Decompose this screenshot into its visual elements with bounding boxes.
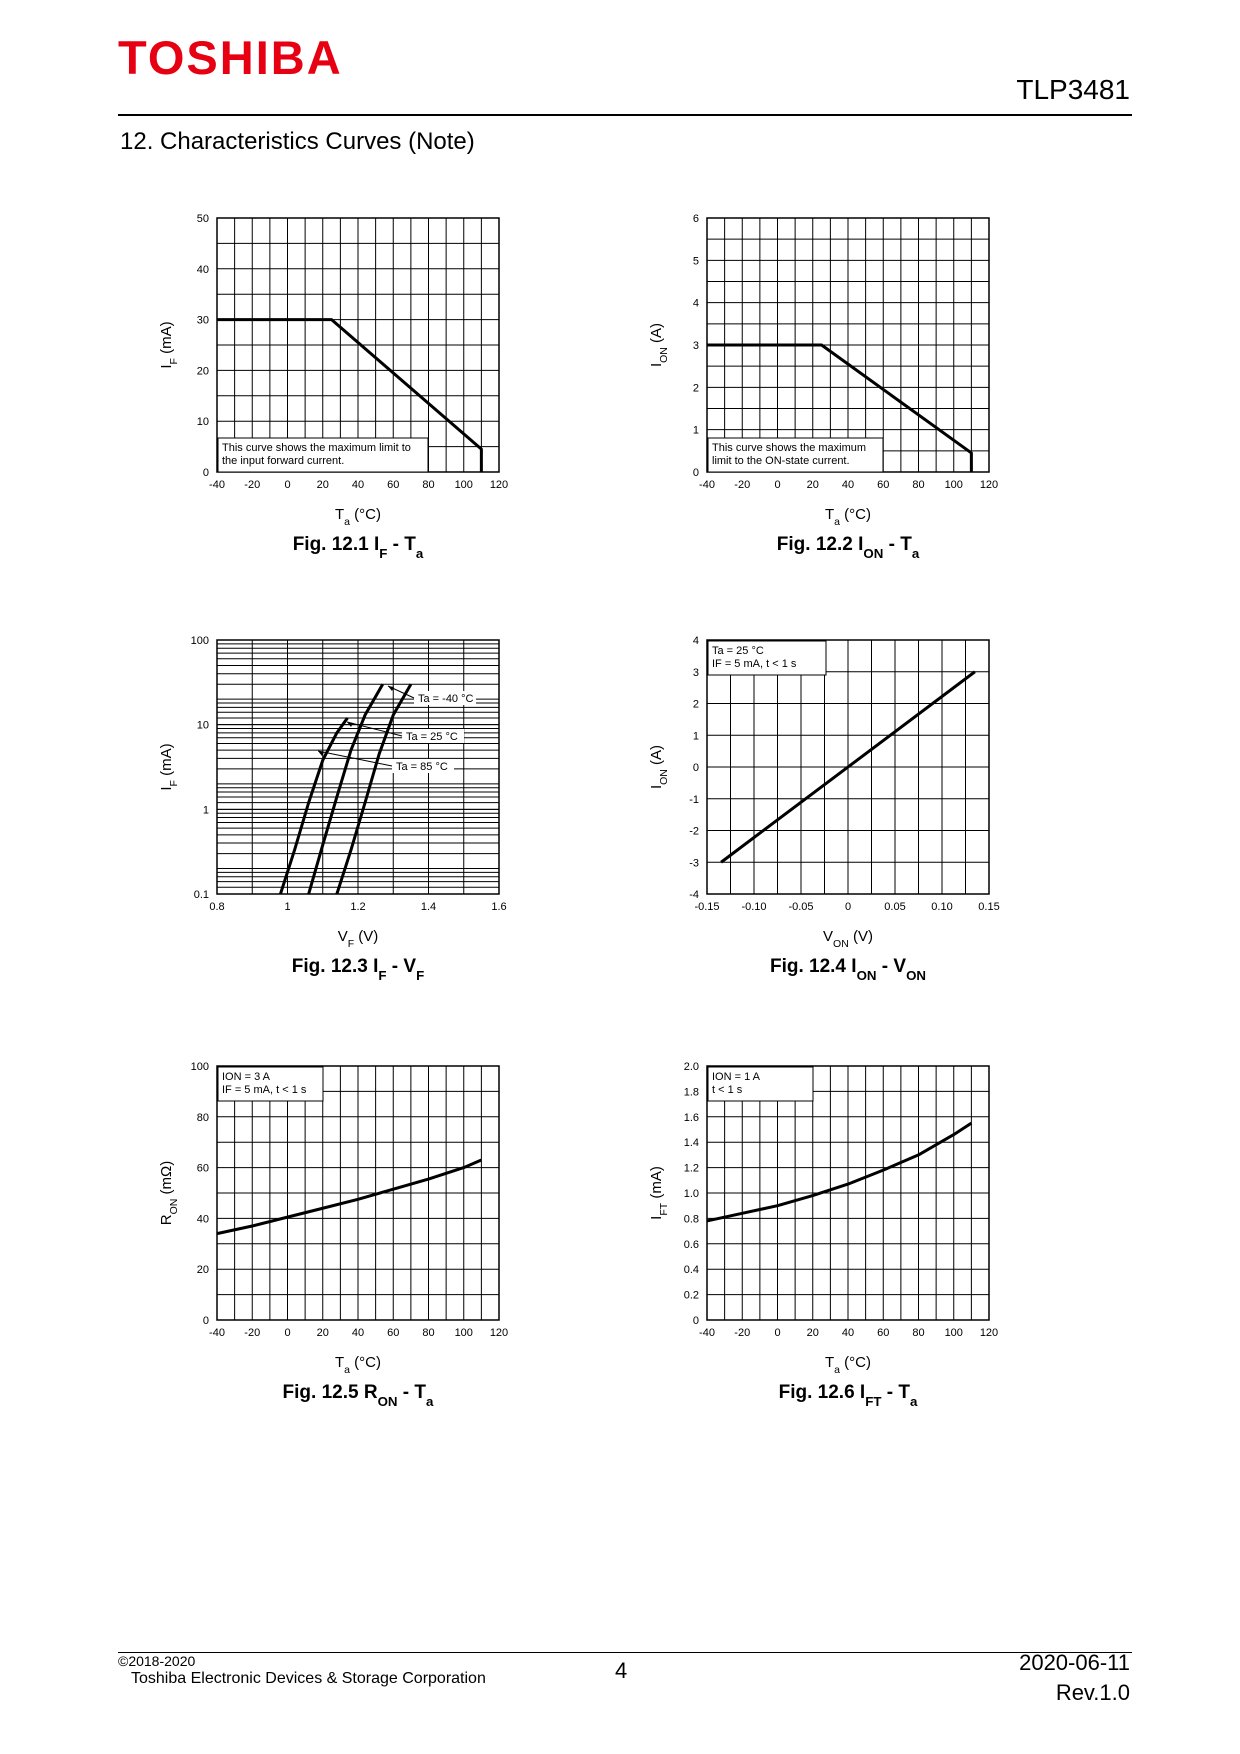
y-tick-label: 0.1 [193,889,209,901]
x-tick-label: -20 [734,479,751,491]
x-tick-label: 80 [912,1327,925,1339]
y-tick-label: 2 [692,698,699,711]
series-label: Ta = -40 °C [418,693,474,705]
annotation-text: IF = 5 mA, t < 1 s [712,658,797,670]
x-tick-label: 1.2 [350,901,366,913]
series-line [337,684,411,894]
x-tick-label: 100 [454,479,473,491]
x-tick-label: 40 [351,1327,365,1339]
x-tick-label: 1.4 [420,901,437,913]
chart-grid [217,640,499,894]
x-tick-label: 40 [841,1327,855,1339]
x-tick-label: 0.15 [978,901,1000,913]
y-tick-label: 20 [196,1264,209,1277]
y-tick-label: 0 [202,1315,209,1327]
x-tick-label: -40 [699,1327,715,1339]
y-tick-label: 1 [692,424,699,437]
x-tick-label: 1 [284,901,291,913]
chart-grid [707,1066,989,1320]
x-tick-label: 0.8 [209,901,225,913]
annotation-text: ION = 3 A [222,1071,270,1083]
x-axis-label: $V_F$ (V) [337,928,379,950]
header-divider [118,114,1132,116]
x-tick-label: 100 [454,1327,473,1339]
x-tick-label: 60 [877,1327,890,1339]
x-tick-label: 0.05 [884,901,906,913]
y-tick-label: 2.0 [683,1061,699,1073]
y-axis-label: $I_{FT}$ (mA) [648,1166,670,1220]
y-tick-label: 4 [692,297,699,310]
y-axis-label: $I_{ON}$ (A) [648,744,670,790]
y-tick-label: -2 [689,825,699,838]
x-tick-label: 120 [489,479,509,491]
chart-fig12-6-svg [640,1048,1070,1448]
x-tick-label: 0 [844,901,852,913]
y-tick-label: 100 [190,635,209,647]
y-tick-label: 20 [196,365,209,378]
x-tick-label: 0 [774,1327,781,1339]
annotation-text: Ta = 25 °C [712,645,764,657]
x-axis-label: $T_a$ (°C) [824,506,872,528]
x-tick-label: -40 [209,479,225,491]
annotation-text: IF = 5 mA, t < 1 s [222,1084,307,1096]
section-title: 12. Characteristics Curves (Note) [120,128,475,155]
series-line [707,1123,971,1221]
chart-fig12-4 [640,622,1070,1022]
x-axis-label: $V_{ON}$ (V) [823,928,873,950]
y-tick-label: 1 [202,804,209,817]
chart-fig12-4-svg [640,622,1070,1022]
annotation-text: t < 1 s [712,1084,743,1096]
annotation-text: the input forward current. [222,455,345,467]
y-tick-label: 40 [196,1213,209,1226]
y-tick-label: 1.0 [683,1188,699,1200]
y-tick-label: 0 [202,467,209,479]
series-line [280,718,347,894]
y-tick-label: 5 [692,255,699,268]
x-tick-label: 0 [284,1327,291,1339]
chart-fig12-1 [150,200,580,600]
y-axis-label: $I_F$ (mA) [158,321,180,369]
x-tick-label: 80 [422,1327,435,1339]
y-tick-label: -4 [689,889,699,901]
x-tick-label: 0.10 [931,901,953,913]
figure-caption: Fig. 12.3 $I_F - V_F$ [291,956,425,983]
chart-fig12-5 [150,1048,580,1448]
x-tick-label: 0 [774,479,781,491]
chart-fig12-2-svg [640,200,1070,600]
y-tick-label: 1 [692,730,699,743]
y-tick-label: 80 [196,1111,209,1124]
document-date: 2020-06-11 [1019,1650,1130,1675]
x-tick-label: 40 [351,479,365,491]
copyright: ©2018-2020 [118,1653,196,1669]
x-tick-label: 20 [316,1327,329,1339]
x-tick-label: 20 [806,479,819,491]
y-tick-label: 1.8 [683,1086,699,1099]
y-tick-label: 6 [692,213,699,225]
toshiba-logo: TOSHIBA [118,31,343,84]
y-tick-label: 1.2 [683,1162,699,1175]
x-axis-label: $T_a$ (°C) [334,1354,382,1376]
x-tick-label: 40 [841,479,855,491]
y-tick-label: 0 [692,1315,699,1327]
y-tick-label: 2 [692,382,699,395]
y-tick-label: 0.6 [683,1238,699,1251]
series-line [217,1160,481,1234]
y-tick-label: 40 [196,263,209,276]
y-tick-label: 10 [196,416,209,429]
y-tick-label: 0.8 [683,1213,699,1226]
figure-caption: Fig. 12.1 $I_F - T_a$ [292,534,424,561]
series-label: Ta = 25 °C [406,731,458,743]
chart-fig12-3 [150,622,580,1022]
figure-caption: Fig. 12.6 $I_{FT} - T_a$ [778,1382,918,1409]
chart-fig12-3-svg [150,622,580,1022]
x-tick-label: -0.15 [694,901,720,913]
y-axis-label: $I_F$ (mA) [158,743,180,791]
figure-caption: Fig. 12.2 $I_{ON} - T_a$ [776,534,920,561]
y-tick-label: 30 [196,314,209,327]
x-tick-label: 60 [877,479,890,491]
x-tick-label: 0 [284,479,291,491]
y-tick-label: 10 [196,719,209,732]
x-tick-label: 20 [806,1327,819,1339]
chart-fig12-1-svg [150,200,580,600]
chart-fig12-6 [640,1048,1070,1448]
x-tick-label: 100 [944,479,963,491]
x-tick-label: 1.6 [491,901,507,913]
chart-fig12-2 [640,200,1070,600]
x-tick-label: 80 [422,479,435,491]
x-tick-label: -40 [209,1327,225,1339]
y-tick-label: -1 [689,793,699,806]
x-tick-label: -20 [244,1327,261,1339]
y-tick-label: 0.4 [683,1264,699,1277]
annotation-text: This curve shows the maximum limit to [222,442,411,454]
company-name: Toshiba Electronic Devices & Storage Corporation [131,1670,486,1687]
chart-grid [217,1066,499,1320]
y-tick-label: 0 [692,762,699,774]
y-tick-label: -3 [689,857,699,870]
x-tick-label: 20 [316,479,329,491]
y-tick-label: 1.6 [683,1111,699,1124]
part-number: TLP3481 [1016,74,1130,105]
chart-fig12-5-svg [150,1048,580,1448]
x-tick-label: 120 [979,1327,999,1339]
y-tick-label: 0 [692,467,699,479]
x-axis-label: $T_a$ (°C) [334,506,382,528]
y-tick-label: 60 [196,1162,209,1175]
figure-caption: Fig. 12.4 $I_{ON} - V_{ON}$ [769,956,927,983]
x-tick-label: 60 [387,1327,400,1339]
annotation-text: ION = 1 A [712,1071,760,1083]
y-tick-label: 1.4 [683,1137,699,1150]
x-axis-label: $T_a$ (°C) [824,1354,872,1376]
annotation-text: This curve shows the maximum [712,442,867,454]
y-tick-label: 4 [692,635,699,647]
figure-caption: Fig. 12.5 $R_{ON} - T_a$ [282,1382,434,1409]
y-tick-label: 3 [692,340,699,352]
x-tick-label: 120 [979,479,999,491]
y-tick-label: 0.2 [683,1289,699,1302]
page-number: 4 [615,1658,628,1683]
x-tick-label: 100 [944,1327,963,1339]
document-revision: Rev.1.0 [1055,1680,1130,1705]
y-tick-label: 3 [692,666,699,679]
chart-grid [217,218,499,472]
x-tick-label: -20 [734,1327,751,1339]
x-tick-label: 80 [912,479,925,491]
x-tick-label: -40 [699,479,715,491]
x-tick-label: -0.10 [741,901,767,913]
x-tick-label: 60 [387,479,400,491]
x-tick-label: -20 [244,479,261,491]
x-tick-label: -0.05 [788,901,814,913]
y-axis-label: $R_{ON}$ (mΩ) [158,1160,180,1226]
y-tick-label: 50 [196,213,209,225]
y-tick-label: 100 [190,1061,209,1073]
x-tick-label: 120 [489,1327,509,1339]
y-axis-label: $I_{ON}$ (A) [648,322,670,368]
series-label: Ta = 85 °C [396,761,448,773]
annotation-text: limit to the ON-state current. [712,455,850,467]
footer-divider [118,1652,1132,1653]
